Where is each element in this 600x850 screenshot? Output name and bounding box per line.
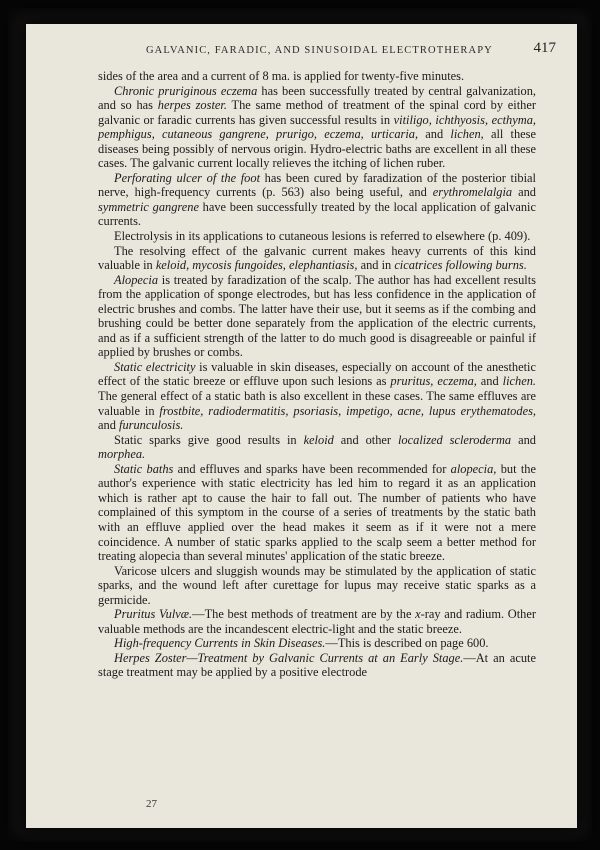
italic-term: symmetric gangrene <box>98 199 199 214</box>
text-run: and in <box>357 258 395 273</box>
italic-term: keloid <box>303 432 334 447</box>
text-run: has been successfully treated by central galvanization, and so has <box>98 83 536 113</box>
text-run: and <box>98 418 119 433</box>
text-run: and <box>511 432 536 447</box>
italic-term: lichen. <box>502 374 536 389</box>
text-run: all these diseases being possibly of nervous origin. Hydro-electric baths are excellent in all these cases. The galvanic current locally relieves the itching of lichen ruber. <box>98 127 536 171</box>
italic-term: morphea. <box>98 447 146 462</box>
signature-mark: 27 <box>146 798 157 810</box>
paragraph <box>98 244 536 273</box>
italic-term: Pruritus Vulvæ. <box>114 607 193 622</box>
text-run: The general effect of a static bath is also excellent in these cases. The same effluves are valuable in <box>98 389 536 418</box>
paragraph <box>98 564 536 608</box>
text-run: Varicose ulcers and sluggish wounds may be stimulated by the application of static sparks, and the wound left after curettage for lupus may receive static sparks as a germicide. <box>98 563 536 607</box>
text-run: —At an acute stage treatment may be applied by a positive electrode <box>98 650 536 680</box>
italic-term: High-frequency Currents in Skin Diseases. <box>114 636 326 651</box>
italic-term: localized scleroderma <box>397 432 512 447</box>
italic-term: Static electricity <box>114 359 196 374</box>
paragraph <box>98 69 536 84</box>
text-run: and <box>476 374 503 389</box>
text-run: and <box>512 185 536 200</box>
italic-term: herpes zoster. <box>157 98 227 113</box>
book-page <box>26 24 577 828</box>
italic-term: cicatrices following burns. <box>394 258 527 273</box>
text-run: and other <box>333 432 398 447</box>
italic-term: Perforating ulcer of the foot <box>114 170 261 185</box>
text-run: The resolving effect of the galvanic current makes heavy currents of this kind valuable in <box>98 243 536 273</box>
paragraph <box>98 273 536 360</box>
italic-term: erythromelalgia <box>432 185 513 200</box>
text-run: sides of the area and a current of 8 ma. is applied for twenty-five minutes. <box>98 69 465 83</box>
italic-term: frostbite, radiodermatitis, psoriasis, impetigo, acne, lupus erythematodes, <box>159 403 536 418</box>
text-run: -ray and radium. Other valuable methods are the incandescent electric-light and the static breeze. <box>98 607 536 636</box>
italic-term: vitiligo, ichthyosis, ecthyma, pemphigus, cutaneous gangrene, prurigo, eczema, urticaria, <box>98 112 536 142</box>
paragraph <box>98 171 536 229</box>
italic-term: keloid, mycosis fungoides, elephantiasis, <box>155 258 358 273</box>
text-run: have been successfully treated by the local application of galvanic currents. <box>98 199 536 229</box>
italic-term: alopecia, <box>450 461 497 476</box>
text-run: Static sparks give good results in <box>114 432 304 447</box>
text-run: and effluves and sparks have been recommended for <box>173 461 451 476</box>
text-run: and <box>418 127 451 142</box>
italic-term: Static baths <box>114 461 174 476</box>
running-title: GALVANIC, FARADIC, AND SINUSOIDAL ELECTROTHERAPY <box>146 45 493 56</box>
paragraph <box>98 360 536 433</box>
italic-term: Herpes Zoster—Treatment by Galvanic Currents at an Early Stage. <box>114 650 464 665</box>
text-run: but the author's experience with static electricity has led him to regard it as an application which is rather apt to cause the hair to fall out. The number of patients who have complained of this symptom in the course of a series of treatments by the static bath with an effluve applied over the head makes it seem as if it were not a mere coincidence. A number of static sparks applied to the scalp seem a better method for treating alopecia than several minutes' application of the static breeze. <box>98 461 536 564</box>
text-run: Electrolysis in its applications to cutaneous lesions is referred to elsewhere (p. 409). <box>114 229 531 244</box>
text-run: —The best methods of treatment are by the <box>192 607 416 622</box>
paragraph <box>98 607 536 636</box>
page-number: 417 <box>533 40 556 56</box>
italic-term: x <box>415 607 421 622</box>
body-text <box>98 69 536 680</box>
text-run: —This is described on page 600. <box>325 636 489 651</box>
paragraph <box>98 462 536 564</box>
paragraph <box>98 433 536 462</box>
italic-term: Chronic pruriginous eczema <box>114 83 258 98</box>
text-run: The same method of treatment of the spinal cord by either galvanic or faradic currents has given successful results in <box>98 98 537 127</box>
italic-term: pruritus, eczema, <box>390 374 477 389</box>
running-header <box>26 40 556 60</box>
paragraph <box>98 636 536 651</box>
paragraph <box>98 84 536 171</box>
italic-term: lichen, <box>450 127 484 142</box>
text-run: is valuable in skin diseases, especially on account of the anesthetic effect of the static breeze or effluve upon such lesions as <box>98 359 536 389</box>
italic-term: furunculosis. <box>119 418 184 433</box>
text-run: is treated by faradization of the scalp. The author has had excellent results from the application of sponge electrodes, but has less confidence in the application of electric brushes and combs. The latter have their use, but it seems as if the combing and brushing could be better done separately from the application of the electric currents, and as if a sufficient strength of the latter to do much good is disagreeable or painful if applied by brushes or combs. <box>98 272 536 360</box>
paragraph <box>98 229 536 244</box>
text-run: has been cured by faradization of the posterior tibial nerve, high-frequency currents (p. 563) also being useful, and <box>98 170 536 200</box>
italic-term: Alopecia <box>114 272 159 287</box>
paragraph <box>98 651 536 680</box>
